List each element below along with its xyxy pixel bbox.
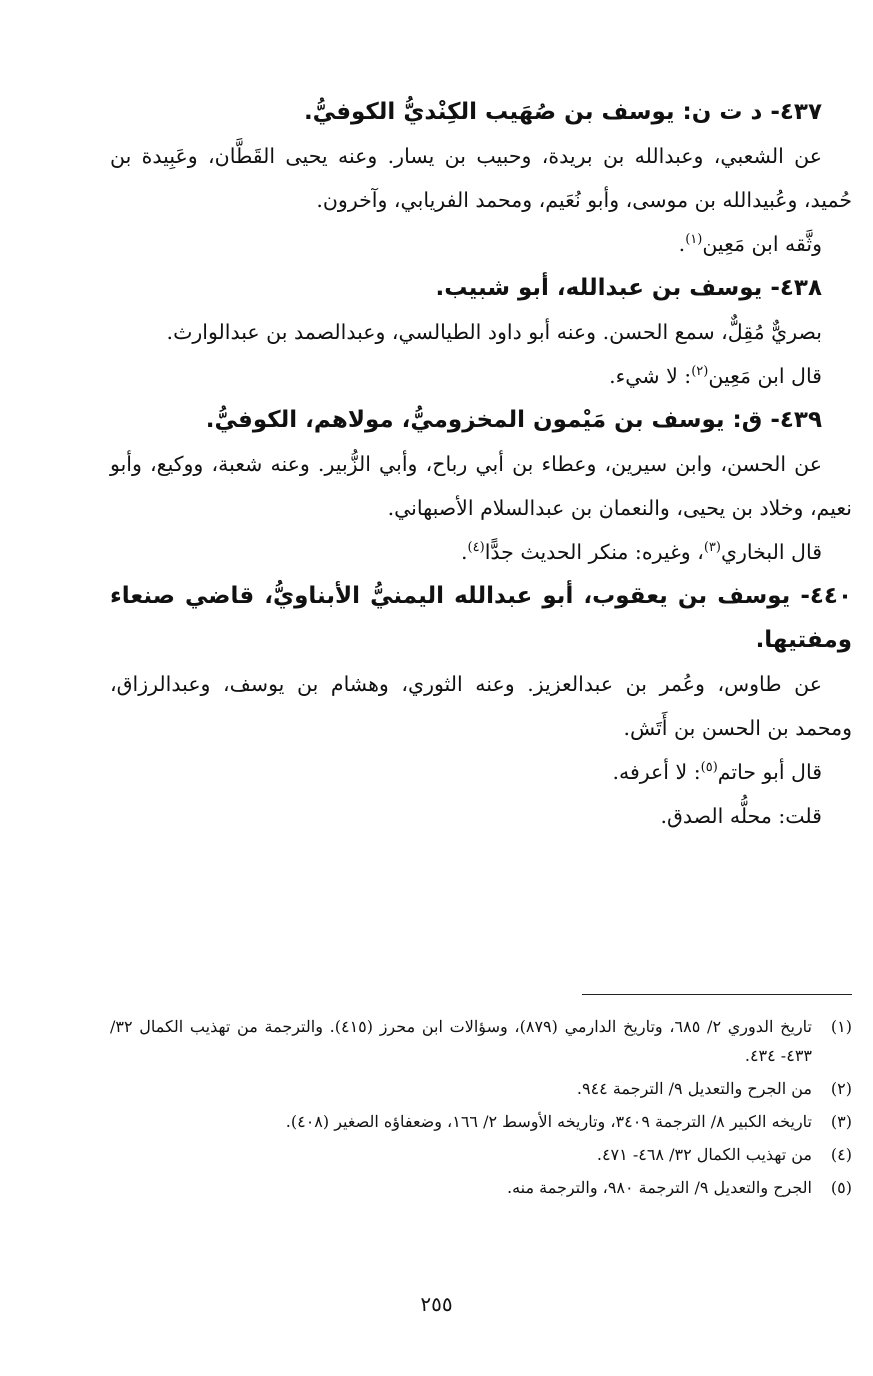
footnote-ref-5[interactable]: (٥) bbox=[700, 760, 718, 776]
footnote-1 bbox=[110, 1012, 852, 1070]
footnote-text: الجرح والتعديل ٩/ الترجمة ٩٨٠، والترجمة منه. bbox=[506, 1178, 812, 1197]
entry-title-440: ٤٤٠- يوسف بن يعقوب، أبو عبدالله اليمنيُّ الأبناويُّ، قاضي صنعاء ومفتيها. bbox=[110, 583, 852, 653]
entry-text-439: عن الحسن، وابن سيرين، وعطاء بن أبي رباح، وأبي الزُّبير. وعنه شعبة، ووكيع، وأبو نعيم، وخلاد بن يحيى، والنعمان بن عبدالسلام الأصبهاني. bbox=[110, 452, 852, 520]
footnote-ref-2[interactable]: (٢) bbox=[691, 364, 709, 380]
entry-note-438: قال ابن مَعِين$^{(٢)}$: لا شيء. bbox=[609, 364, 822, 388]
page-number: ٢٥٥ bbox=[420, 1292, 453, 1316]
footnote-ref-4[interactable]: (٤) bbox=[467, 540, 485, 556]
footnote-2 bbox=[110, 1074, 852, 1103]
footnote-number: (٤) bbox=[830, 1145, 852, 1164]
footnote-3 bbox=[110, 1107, 852, 1136]
entry-text-437: عن الشعبي، وعبدالله بن بريدة، وحبيب بن يسار. وعنه يحيى القَطَّان، وعَبِيدة بن حُميد، وعُبيدالله بن موسى، وأبو نُعَيم، ومحمد الفريابي، وآخرون. bbox=[110, 144, 852, 212]
footnote-ref-3[interactable]: (٣) bbox=[703, 540, 721, 556]
page-body bbox=[110, 90, 852, 838]
footnote-ref-1[interactable]: (١) bbox=[685, 232, 703, 248]
footnotes bbox=[110, 1012, 852, 1206]
footnote-number: (١) bbox=[830, 1017, 852, 1036]
entry-note-437: وثَّقه ابن مَعِين$^{(١)}$. bbox=[678, 232, 822, 256]
footnote-number: (٢) bbox=[830, 1079, 852, 1098]
entry-note-440: قال أبو حاتم$^{(٥)}$: لا أعرفه. bbox=[612, 760, 822, 784]
entry-note-439: قال البخاري$^{(٣)}$، وغيره: منكر الحديث جدًّا$^{(٤)}$. bbox=[461, 540, 822, 564]
entry-text-440: عن طاوس، وعُمر بن عبدالعزيز. وعنه الثوري، وهشام بن يوسف، وعبدالرزاق، ومحمد بن الحسن بن أَتَش. bbox=[110, 672, 852, 740]
footnote-text: تاريخ الدوري ٢/ ٦٨٥، وتاريخ الدارمي (٨٧٩)، وسؤالات ابن محرز (٤١٥). والترجمة من تهذيب الكمال ٣٢/ ٤٣٣- ٤٣٤. bbox=[110, 1017, 812, 1065]
entry-text-438: بصريٌّ مُقِلٌّ، سمع الحسن. وعنه أبو داود الطيالسي، وعبدالصمد بن عبدالوارث. bbox=[166, 320, 822, 344]
footnote-5 bbox=[110, 1173, 852, 1202]
footnote-4 bbox=[110, 1140, 852, 1169]
footnote-text: من الجرح والتعديل ٩/ الترجمة ٩٤٤. bbox=[576, 1079, 812, 1098]
entry-extra-440: قلت: محلُّه الصدق. bbox=[660, 804, 822, 828]
footnote-text: تاريخه الكبير ٨/ الترجمة ٣٤٠٩، وتاريخه الأوسط ٢/ ١٦٦، وضعفاؤه الصغير (٤٠٨). bbox=[285, 1112, 812, 1131]
entry-title-437: ٤٣٧- د ت ن: يوسف بن صُهَيب الكِنْديُّ الكوفيُّ. bbox=[303, 99, 822, 125]
footnote-text: من تهذيب الكمال ٣٢/ ٤٦٨- ٤٧١. bbox=[596, 1145, 812, 1164]
footnote-divider bbox=[582, 994, 852, 995]
footnote-number: (٥) bbox=[830, 1178, 852, 1197]
entry-title-439: ٤٣٩- ق: يوسف بن مَيْمون المخزوميُّ، مولاهم، الكوفيُّ. bbox=[205, 407, 822, 433]
footnote-number: (٣) bbox=[830, 1112, 852, 1131]
entry-title-438: ٤٣٨- يوسف بن عبدالله، أبو شبيب. bbox=[435, 275, 822, 301]
